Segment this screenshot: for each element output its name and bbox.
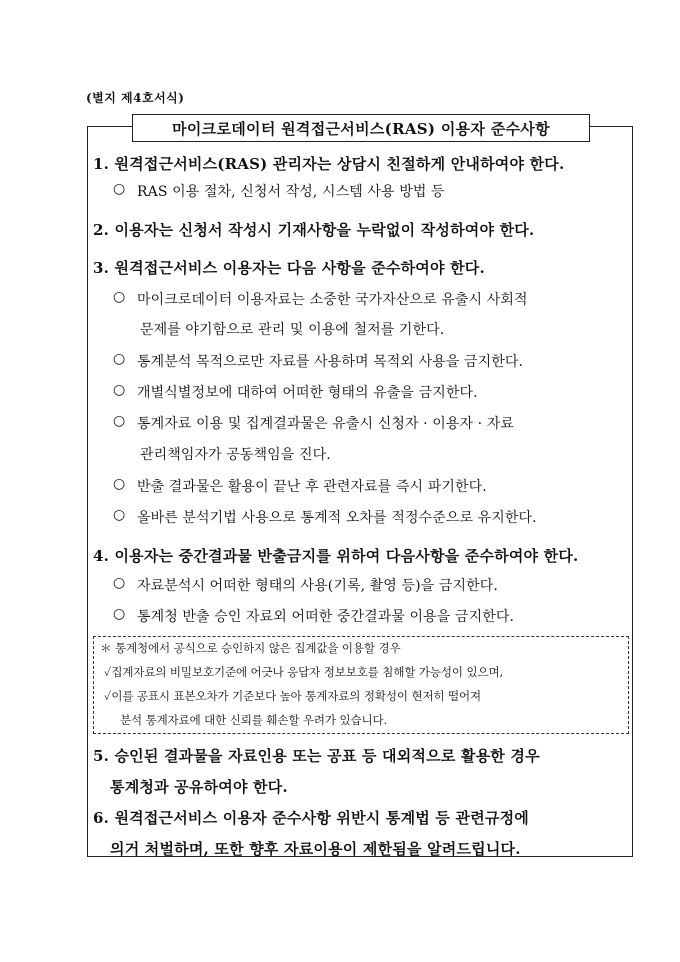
notice-star-line: ＊ 통계청에서 공식으로 승인하지 않은 집계값을 이용할 경우	[100, 641, 401, 655]
bullet-circle-icon: ○	[113, 606, 126, 622]
section-3-item: ○ 통계분석 목적으로만 자료를 사용하며 목적외 사용을 금지한다.	[113, 351, 524, 370]
section-6-heading-continuation: 의거 처벌하며, 또한 향후 자료이용이 제한됨을 알려드립니다.	[110, 840, 521, 858]
section-3-heading: 3. 원격접근서비스 이용자는 다음 사항을 준수하여야 한다.	[93, 259, 485, 277]
section-4-item: ○ 자료분석시 어떠한 형태의 사용(기록, 촬영 등)을 금지한다.	[113, 575, 498, 594]
frame-top-border-left	[87, 126, 132, 127]
section-6-heading: 6. 원격접근서비스 이용자 준수사항 위반시 통계법 등 관련규정에	[93, 809, 529, 827]
bullet-circle-icon: ○	[113, 575, 126, 591]
form-number-label: (별지 제4호서식)	[86, 91, 185, 105]
section-5-heading-continuation: 통계청과 공유하여야 한다.	[110, 778, 288, 796]
bullet-circle-icon: ○	[113, 351, 126, 367]
bullet-circle-icon: ○	[113, 507, 126, 523]
section-3-item: ○ 마이크로데이터 이용자료는 소중한 국가자산으로 유출시 사회적	[113, 289, 528, 308]
notice-continuation-line: 분석 통계자료에 대한 신뢰를 훼손할 우려가 있습니다.	[120, 713, 388, 727]
section-4-heading: 4. 이용자는 중간결과물 반출금지를 위하여 다음사항을 준수하여야 한다.	[93, 547, 579, 565]
section-1-item: ○ RAS 이용 절차, 신청서 작성, 시스템 사용 방법 등	[113, 181, 445, 200]
bullet-circle-icon: ○	[113, 413, 126, 429]
bullet-circle-icon: ○	[113, 382, 126, 398]
asterisk-icon: ＊	[100, 641, 112, 655]
section-3-item: ○ 개별식별정보에 대하여 어떠한 형태의 유출을 금지한다.	[113, 382, 478, 401]
section-3-item: ○ 통계자료 이용 및 집계결과물은 유출시 신청자 · 이용자 · 자료	[113, 413, 515, 432]
section-5-heading: 5. 승인된 결과물을 자료인용 또는 공표 등 대외적으로 활용한 경우	[93, 747, 540, 765]
frame-top-border-right	[588, 126, 632, 127]
notice-check-line: ✓이를 공표시 표본오차가 기준보다 높아 통계자료의 정확성이 현저히 떨어져	[104, 689, 482, 703]
section-1-heading: 1. 원격접근서비스(RAS) 관리자는 상담시 친절하게 안내하여야 한다.	[93, 155, 565, 173]
bullet-circle-icon: ○	[113, 181, 126, 197]
notice-check-line: ✓집계자료의 비밀보호기준에 어긋나 응답자 정보보호를 침해할 가능성이 있으며,	[104, 665, 504, 679]
bullet-circle-icon: ○	[113, 476, 126, 492]
checkmark-icon: ✓	[104, 689, 112, 703]
checkmark-icon: ✓	[104, 665, 112, 679]
section-3-item: ○ 올바른 분석기법 사용으로 통계적 오차를 적정수준으로 유지한다.	[113, 507, 537, 526]
section-2-heading: 2. 이용자는 신청서 작성시 기재사항을 누락없이 작성하여야 한다.	[93, 221, 535, 239]
bullet-circle-icon: ○	[113, 289, 126, 305]
section-3-item-continuation: 관리책임자가 공동책임을 진다.	[140, 447, 331, 463]
document-title: 마이크로데이터 원격접근서비스(RAS) 이용자 준수사항	[132, 114, 590, 142]
section-3-item: ○ 반출 결과물은 활용이 끝난 후 관련자료를 즉시 파기한다.	[113, 476, 487, 495]
section-4-item: ○ 통계청 반출 승인 자료외 어떠한 중간결과물 이용을 금지한다.	[113, 606, 514, 625]
section-3-item-continuation: 문제를 야기함으로 관리 및 이용에 철저를 기한다.	[140, 322, 445, 338]
